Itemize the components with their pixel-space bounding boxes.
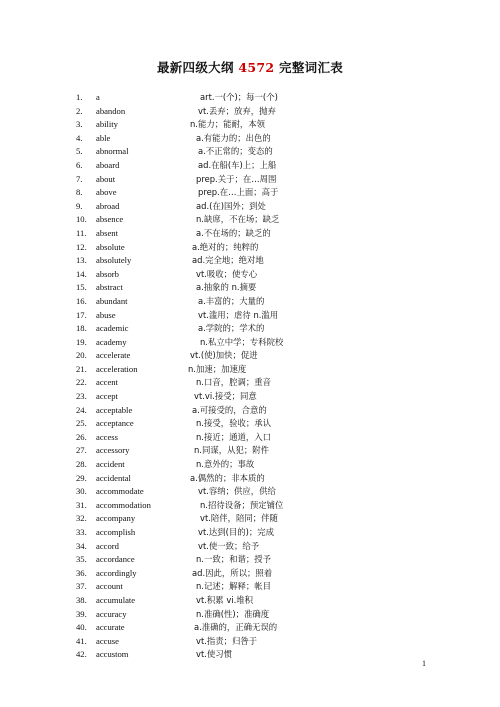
entry-word: accidental xyxy=(96,472,131,483)
list-item xyxy=(0,472,500,486)
list-item xyxy=(0,159,500,173)
entry-definition: art.一(个)；每一(个) xyxy=(200,92,278,102)
list-item xyxy=(0,390,500,404)
entry-word: above xyxy=(96,187,117,198)
entry-number: 13. xyxy=(76,255,87,266)
entry-word: accent xyxy=(96,377,118,388)
entry-definition: ad.(在)国外；到处 xyxy=(196,200,266,211)
list-item xyxy=(0,309,500,323)
entry-definition: vt.积累 vi.堆积 xyxy=(196,594,254,605)
entry-word: acceleration xyxy=(96,363,138,374)
entry-definition: vt.丢弃；放弃，抛弃 xyxy=(198,105,276,116)
entry-word: accommodate xyxy=(96,486,144,497)
entry-definition: vt.滥用；虐待 n.滥用 xyxy=(198,309,279,320)
list-item xyxy=(0,268,500,282)
entry-definition: n.缺席，不在场；缺乏 xyxy=(196,214,280,225)
entry-number: 17. xyxy=(76,309,87,320)
entry-number: 42. xyxy=(76,649,87,660)
list-item xyxy=(0,254,500,268)
entry-number: 1. xyxy=(76,92,83,102)
entry-definition: n.同谋，从犯；附件 xyxy=(194,445,269,456)
entry-number: 2. xyxy=(76,105,83,116)
entry-definition: a.抽象的 n.摘要 xyxy=(196,282,257,293)
list-item xyxy=(0,118,500,132)
entry-definition: n.接受，验收；承认 xyxy=(196,418,271,429)
list-item xyxy=(0,186,500,200)
entry-word: about xyxy=(96,173,116,184)
entry-definition: a.准确的，正确无误的 xyxy=(194,622,278,633)
list-item xyxy=(0,580,500,594)
entry-number: 9. xyxy=(76,200,83,211)
entry-word: academy xyxy=(96,336,127,347)
list-item xyxy=(0,444,500,458)
entry-definition: a.丰富的；大量的 xyxy=(198,295,265,306)
entry-number: 27. xyxy=(76,445,87,456)
entry-word: accumulate xyxy=(96,594,136,605)
entry-word: accompany xyxy=(96,513,136,524)
list-item xyxy=(0,132,500,146)
title-suffix: 完整词汇表 xyxy=(274,60,344,75)
list-item xyxy=(0,621,500,635)
entry-word: accept xyxy=(96,391,118,402)
entry-number: 7. xyxy=(76,173,83,184)
entry-definition: a.不正常的；变态的 xyxy=(198,146,273,157)
entry-number: 26. xyxy=(76,431,87,442)
entry-number: 14. xyxy=(76,268,87,279)
entry-definition: vt.吸收；使专心 xyxy=(196,268,258,279)
entry-number: 32. xyxy=(76,513,87,524)
entry-word: able xyxy=(96,132,111,143)
entry-word: accustom xyxy=(96,649,129,660)
entry-word: abnormal xyxy=(96,146,129,157)
entry-word: abandon xyxy=(96,105,126,116)
entry-number: 10. xyxy=(76,214,87,225)
entry-definition: n.一致；和谐；授予 xyxy=(196,554,271,565)
entry-definition: a.学院的；学术的 xyxy=(198,323,265,334)
list-item xyxy=(0,349,500,363)
entry-definition: ad.因此，所以；照着 xyxy=(192,567,273,578)
list-item xyxy=(0,512,500,526)
entry-number: 18. xyxy=(76,323,87,334)
entry-word: acceptable xyxy=(96,404,133,415)
entry-number: 23. xyxy=(76,391,87,402)
entry-word: academic xyxy=(96,323,129,334)
list-item xyxy=(0,363,500,377)
page-number: 1 xyxy=(422,659,426,668)
entry-word: acceptance xyxy=(96,418,134,429)
entry-definition: vt.使习惯 xyxy=(196,649,233,660)
list-item xyxy=(0,336,500,350)
list-item xyxy=(0,567,500,581)
list-item xyxy=(0,376,500,390)
entry-number: 3. xyxy=(76,119,83,130)
entry-word: accessory xyxy=(96,445,130,456)
list-item xyxy=(0,145,500,159)
entry-definition: n.加速；加速度 xyxy=(188,363,247,374)
entry-definition: prep.在…上面；高于 xyxy=(198,187,279,198)
entry-definition: n.意外的；事故 xyxy=(196,459,255,470)
entry-word: accident xyxy=(96,459,125,470)
entry-word: a xyxy=(96,92,100,102)
entry-number: 6. xyxy=(76,159,83,170)
list-item xyxy=(0,105,500,119)
entry-number: 29. xyxy=(76,472,87,483)
entry-word: accurate xyxy=(96,622,125,633)
entry-definition: n.记述；解释；帐目 xyxy=(196,581,271,592)
entry-definition: a.有能力的；出色的 xyxy=(196,132,271,143)
entry-number: 20. xyxy=(76,350,87,361)
list-item xyxy=(0,173,500,187)
entry-word: abuse xyxy=(96,309,116,320)
list-item xyxy=(0,553,500,567)
entry-number: 28. xyxy=(76,459,87,470)
entry-number: 41. xyxy=(76,635,87,646)
list-item xyxy=(0,635,500,649)
entry-word: accelerate xyxy=(96,350,131,361)
entry-number: 31. xyxy=(76,499,87,510)
entry-definition: n.口音，腔调；重音 xyxy=(196,377,271,388)
entry-number: 36. xyxy=(76,567,87,578)
entry-definition: ad.在船(车)上；上船 xyxy=(198,159,277,170)
entry-word: ability xyxy=(96,119,118,130)
list-item xyxy=(0,417,500,431)
entry-number: 22. xyxy=(76,377,87,388)
entry-number: 37. xyxy=(76,581,87,592)
list-item xyxy=(0,499,500,513)
entry-word: abstract xyxy=(96,282,123,293)
entry-number: 33. xyxy=(76,527,87,537)
entry-word: absence xyxy=(96,214,124,225)
title-number: 4572 xyxy=(238,60,275,75)
list-item xyxy=(0,458,500,472)
entry-word: accomplish xyxy=(96,527,136,537)
entry-definition: vt.(使)加快；促进 xyxy=(190,350,258,361)
entry-word: account xyxy=(96,581,123,592)
list-item xyxy=(0,322,500,336)
list-item xyxy=(0,485,500,499)
entry-definition: ad.完全地；绝对地 xyxy=(192,255,264,266)
entry-definition: vt.陪伴，陪同；伴随 xyxy=(200,513,278,524)
entry-number: 16. xyxy=(76,295,87,306)
entry-word: aboard xyxy=(96,159,120,170)
page-title xyxy=(0,58,500,76)
entry-word: access xyxy=(96,431,118,442)
entry-number: 40. xyxy=(76,622,87,633)
title-prefix: 最新四级大纲 xyxy=(156,60,239,75)
entry-definition: vt.达到(目的)；完成 xyxy=(198,527,275,537)
entry-word: absolutely xyxy=(96,255,132,266)
vocabulary-list xyxy=(0,91,500,662)
list-item xyxy=(0,200,500,214)
entry-number: 39. xyxy=(76,608,87,619)
entry-word: absorb xyxy=(96,268,119,279)
list-item xyxy=(0,213,500,227)
entry-number: 24. xyxy=(76,404,87,415)
entry-definition: n.私立中学；专科院校 xyxy=(200,336,284,347)
list-item xyxy=(0,540,500,554)
entry-number: 21. xyxy=(76,363,87,374)
entry-definition: vt.容纳；供应，供给 xyxy=(198,486,276,497)
entry-word: abundant xyxy=(96,295,128,306)
entry-number: 15. xyxy=(76,282,87,293)
entry-definition: prep.关于；在…周围 xyxy=(196,173,277,184)
entry-word: accommodation xyxy=(96,499,151,510)
entry-word: accordingly xyxy=(96,567,137,578)
entry-number: 25. xyxy=(76,418,87,429)
entry-number: 38. xyxy=(76,594,87,605)
entry-definition: a.偶然的；非本质的 xyxy=(190,472,265,483)
entry-word: accord xyxy=(96,540,119,551)
entry-number: 30. xyxy=(76,486,87,497)
list-item xyxy=(0,227,500,241)
entry-definition: n.能力；能耐，本领 xyxy=(190,119,265,130)
entry-definition: n.接近；通道，入口 xyxy=(196,431,271,442)
entry-word: absent xyxy=(96,227,118,238)
entry-definition: n.准确(性)；准确度 xyxy=(196,608,270,619)
entry-word: abroad xyxy=(96,200,120,211)
entry-number: 35. xyxy=(76,554,87,565)
entry-number: 8. xyxy=(76,187,83,198)
entry-definition: vt.vi.接受；同意 xyxy=(194,391,257,402)
entry-definition: a.绝对的；纯粹的 xyxy=(192,241,259,252)
entry-number: 34. xyxy=(76,540,87,551)
list-item xyxy=(0,241,500,255)
list-item xyxy=(0,404,500,418)
entry-definition: a.不在场的；缺乏的 xyxy=(196,227,271,238)
entry-word: accordance xyxy=(96,554,135,565)
entry-definition: n.招待设备；预定铺位 xyxy=(200,499,284,510)
entry-definition: a.可接受的，合意的 xyxy=(192,404,267,415)
list-item xyxy=(0,608,500,622)
entry-definition: vt.使一致；给予 xyxy=(198,540,260,551)
entry-word: accuracy xyxy=(96,608,127,619)
entry-number: 11. xyxy=(76,227,87,238)
entry-definition: vt.指责；归咎于 xyxy=(196,635,258,646)
list-item xyxy=(0,526,500,540)
list-item xyxy=(0,281,500,295)
list-item xyxy=(0,295,500,309)
entry-word: accuse xyxy=(96,635,119,646)
entry-number: 19. xyxy=(76,336,87,347)
list-item xyxy=(0,594,500,608)
entry-number: 12. xyxy=(76,241,87,252)
entry-number: 5. xyxy=(76,146,83,157)
entry-word: absolute xyxy=(96,241,125,252)
list-item xyxy=(0,91,500,105)
list-item xyxy=(0,431,500,445)
entry-number: 4. xyxy=(76,132,83,143)
